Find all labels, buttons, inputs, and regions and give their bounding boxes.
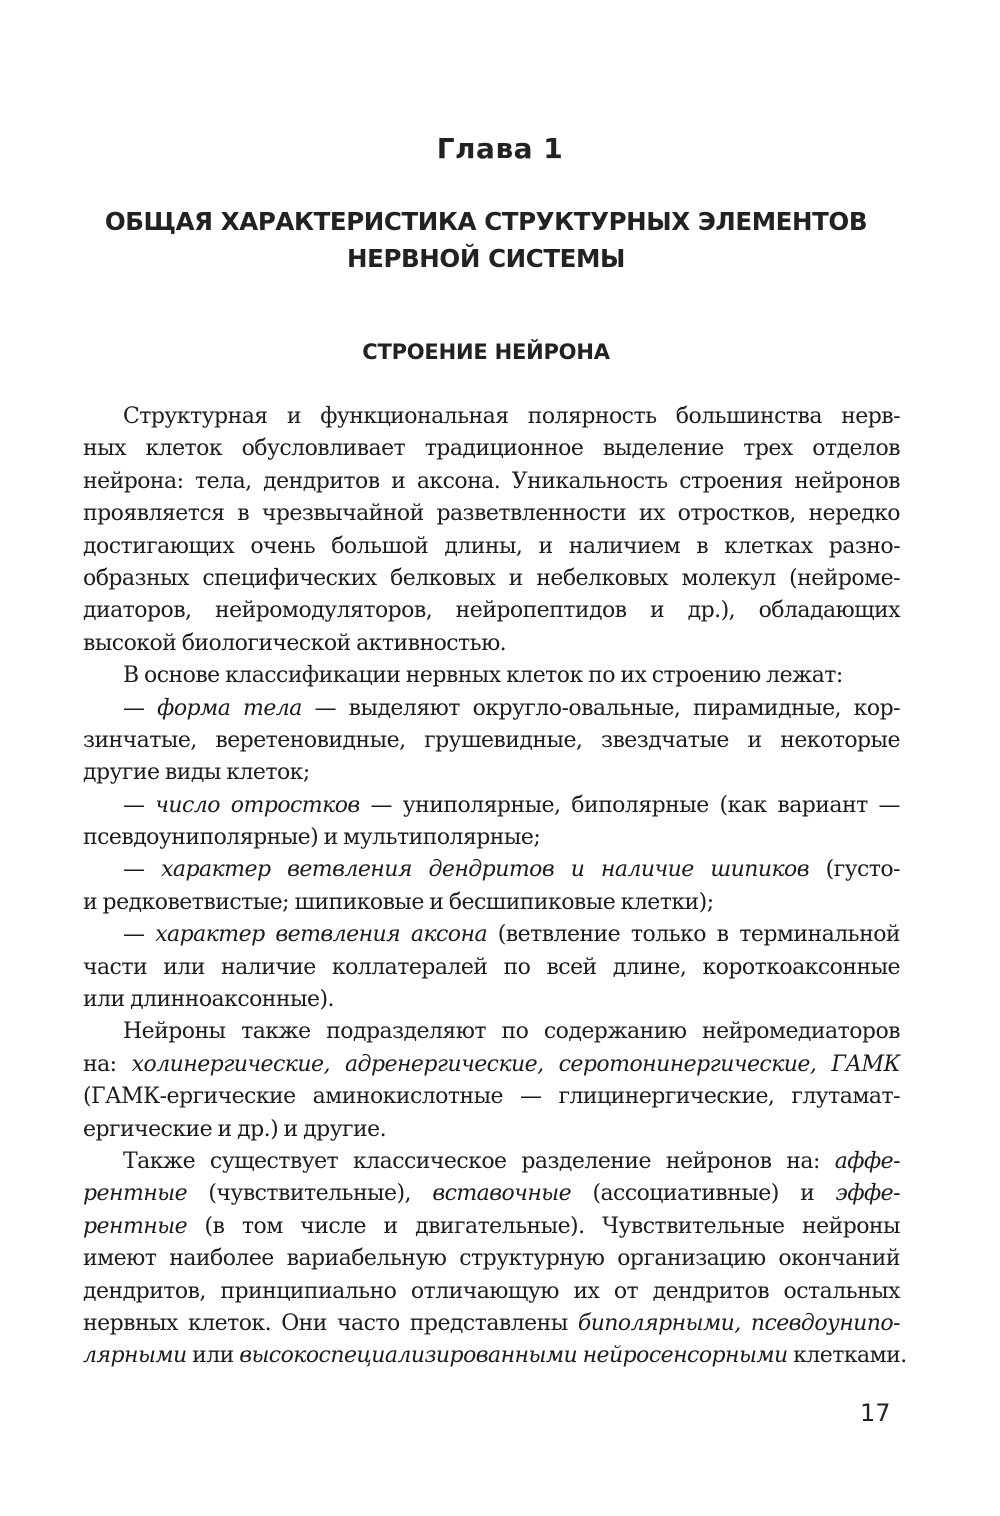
text-run: высокой биологической активностью. — [83, 630, 507, 656]
text-run: Структурная и функциональная полярность большинства нерв- — [123, 404, 900, 429]
text-line — [83, 1178, 900, 1210]
italic-term: лярными — [83, 1343, 187, 1369]
text-line — [83, 854, 900, 886]
text-run: другие виды клеток; — [83, 760, 310, 786]
text-line — [83, 1081, 900, 1113]
text-run: диаторов, нейромодуляторов, нейропептидов и др.), обладающих — [83, 598, 900, 624]
text-run: ергические и др.) и другие. — [83, 1116, 387, 1142]
text-run: нервных клеток. Они часто представлены — [83, 1310, 578, 1336]
text-run: или длинноаксонные). — [83, 987, 334, 1013]
paragraph — [83, 854, 900, 919]
italic-term: характер ветвления дендритов и наличие шипиков — [161, 857, 810, 883]
italic-term: вставочные — [432, 1181, 572, 1207]
italic-term: высокоспециализированными нейросенсорными — [239, 1343, 788, 1369]
text-run: клетками. — [787, 1343, 907, 1369]
text-line — [83, 1340, 907, 1372]
italic-term: аффе- — [834, 1148, 900, 1174]
text-line — [83, 693, 900, 725]
text-run: (ГАМК-ергические аминокислотные — глицинергические, глутамат- — [83, 1084, 900, 1110]
paragraph — [83, 1146, 907, 1373]
italic-term: холинергические, адренергические, серотонинергические, ГАМК — [131, 1051, 900, 1077]
italic-term: форма тела — [157, 695, 302, 721]
paragraph — [83, 693, 900, 790]
text-line — [83, 628, 900, 660]
text-run: образных специфических белковых и небелковых молекул (нейроме- — [83, 565, 900, 591]
text-line — [83, 919, 900, 951]
text-line — [83, 1243, 900, 1275]
text-run: (в том числе и двигательные). Чувствительные нейроны — [187, 1213, 900, 1239]
text-run: псевдоуниполярные) и мультиполярные; — [83, 825, 541, 851]
text-line — [83, 1146, 900, 1178]
text-line — [83, 466, 900, 498]
text-run: дендритов, принципиально отличающую их от дендритов остальных — [83, 1278, 900, 1304]
text-line — [83, 531, 900, 563]
text-run: или — [186, 1343, 240, 1369]
text-run: имеют наиболее вариабельную структурную организацию окончаний — [83, 1246, 900, 1272]
text-run: достигающих очень большой длины, и наличием в клетках разно- — [83, 533, 900, 559]
text-run: В основе классификации нервных клеток по их строению лежат: — [123, 663, 843, 689]
text-run: — — [123, 792, 156, 818]
section-title: СТРОЕНИЕ НЕЙРОНА — [362, 340, 610, 364]
page-number: 17 — [860, 1399, 891, 1427]
text-line — [83, 887, 900, 919]
italic-term: число отростков — [155, 792, 360, 818]
text-run: ных клеток обусловливает традиционное выделение трех отделов — [83, 436, 900, 462]
italic-term: рентные — [83, 1213, 188, 1239]
paragraph — [83, 919, 900, 1016]
text-line — [83, 790, 900, 822]
paragraph — [83, 660, 900, 692]
text-line — [83, 595, 900, 627]
text-run: Нейроны также подразделяют по содержанию нейромедиаторов — [123, 1019, 900, 1045]
text-line — [83, 822, 900, 854]
text-line — [83, 725, 900, 757]
text-run: на: — [83, 1051, 132, 1077]
italic-term: биполярными, псевдоунипо- — [577, 1310, 900, 1336]
text-line — [83, 1308, 900, 1340]
body-text — [83, 401, 907, 1373]
text-run: (чувствительные), — [187, 1181, 433, 1207]
text-line — [83, 1114, 900, 1146]
text-line — [83, 660, 900, 692]
text-line — [83, 757, 900, 789]
chapter-label: Глава 1 — [436, 132, 564, 165]
text-run: проявляется в чрезвычайной разветвленности их отростков, нередко — [83, 501, 900, 527]
text-line — [83, 1049, 900, 1081]
chapter-title-line-1: ОБЩАЯ ХАРАКТЕРИСТИКА СТРУКТУРНЫХ ЭЛЕМЕНТОВ — [104, 207, 868, 236]
chapter-title-line-2: НЕРВНОЙ СИСТЕМЫ — [347, 244, 625, 273]
text-line — [83, 401, 900, 433]
text-line — [83, 1211, 900, 1243]
paragraph — [83, 790, 900, 855]
text-line — [83, 433, 900, 465]
text-run: — — [123, 857, 162, 883]
text-line — [83, 952, 900, 984]
paragraph — [83, 1016, 900, 1146]
text-run: — униполярные, биполярные (как вариант — — [359, 792, 900, 818]
text-run: зинчатые, веретеновидные, грушевидные, звездчатые и некоторые — [83, 727, 900, 753]
text-run: части или наличие коллатералей по всей длине, короткоаксонные — [83, 954, 900, 980]
text-line — [83, 1276, 900, 1308]
text-run: (ассоциативные) и — [571, 1181, 836, 1207]
text-line — [83, 984, 900, 1016]
text-run: (ветвление только в терминальной — [487, 922, 900, 948]
text-run: Также существует классическое разделение нейронов на: — [123, 1148, 835, 1174]
text-line — [83, 563, 900, 595]
italic-term: эффе- — [835, 1181, 901, 1207]
italic-term: характер ветвления аксона — [155, 922, 488, 948]
text-line — [83, 498, 900, 530]
text-run: (густо- — [809, 857, 900, 883]
chapter-title — [0, 203, 972, 277]
italic-term: рентные — [83, 1181, 188, 1207]
paragraph — [83, 401, 900, 660]
text-run: и редковетвистые; шипиковые и бесшипиковые клетки); — [83, 889, 714, 915]
text-run: нейрона: тела, дендритов и аксона. Уникальность строения нейронов — [83, 468, 900, 494]
text-run: — — [123, 922, 156, 948]
text-run: — выделяют округло-овальные, пирамидные, кор- — [301, 695, 900, 721]
text-run: — — [123, 695, 158, 721]
text-line — [83, 1016, 900, 1048]
